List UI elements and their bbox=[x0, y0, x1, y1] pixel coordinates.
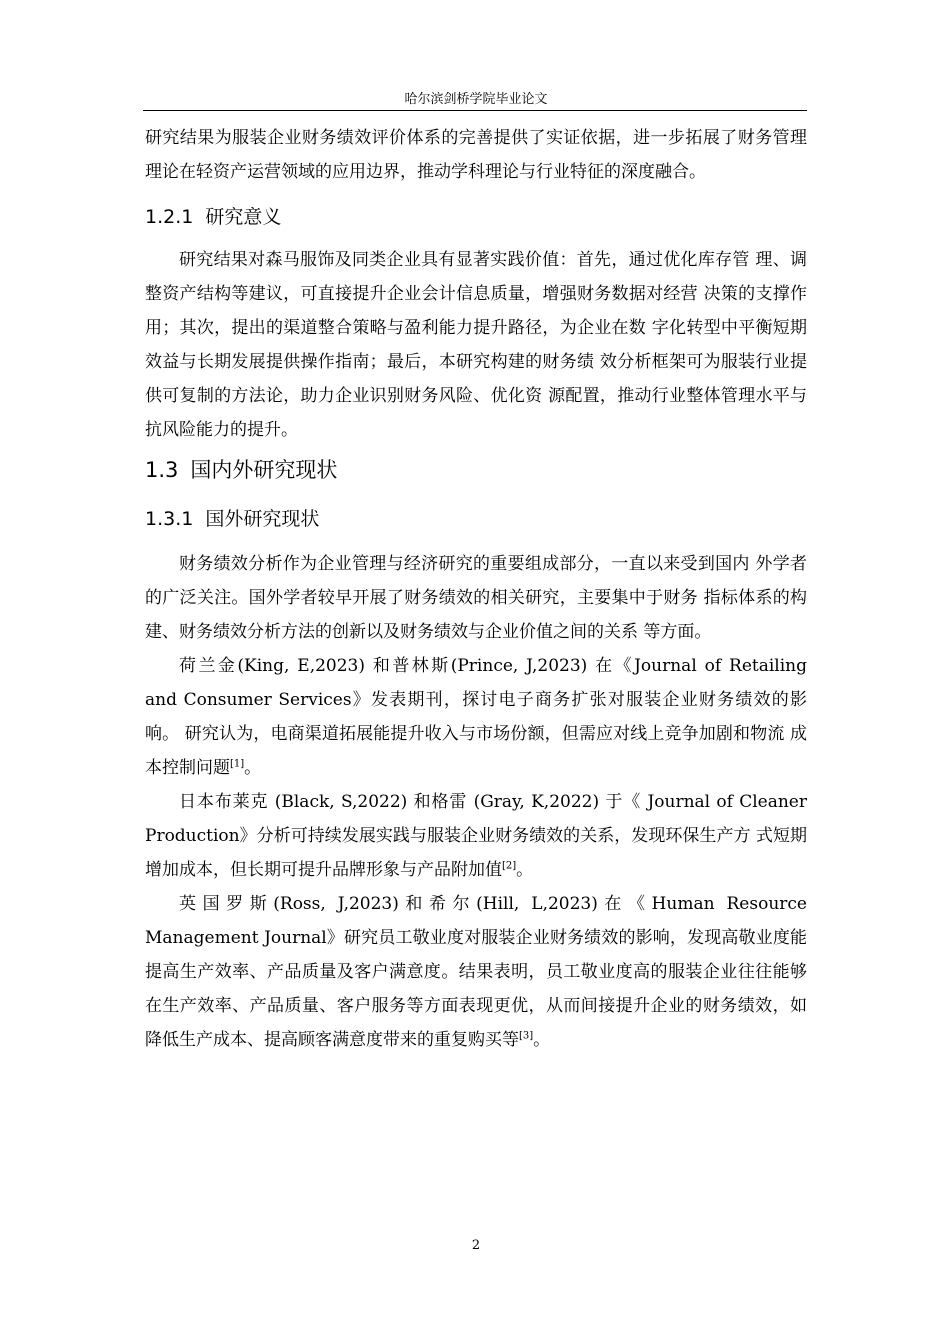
heading-number: 1.3 bbox=[145, 458, 179, 482]
paragraph-end: 。 bbox=[533, 1030, 551, 1050]
paragraph-end: 。 bbox=[516, 860, 534, 880]
paragraph-black-gray bbox=[145, 785, 807, 887]
page-number: 2 bbox=[471, 1238, 481, 1253]
heading-text: 研究意义 bbox=[205, 206, 282, 228]
citation-ref: [3] bbox=[519, 1030, 534, 1042]
heading-number: 1.2.1 bbox=[145, 206, 194, 228]
heading-1-2-1 bbox=[145, 205, 807, 229]
heading-1-3-1 bbox=[145, 507, 807, 531]
heading-1-3 bbox=[145, 457, 807, 483]
heading-text: 国内外研究现状 bbox=[190, 458, 338, 482]
citation-ref: [1] bbox=[230, 758, 245, 770]
paragraph-text: 荷兰金(King, E,2023) 和普林斯(Prince, J,2023) 在《Journal of Retailing and Consumer Services》发表期刊，探讨电子商务扩张对服装企业财务绩效的影响。 研究认为，电商渠道拓展能提升收入与市场份额，但需应对线上竞争加剧和物流 成本控制问题 bbox=[145, 656, 807, 778]
paragraph-research-significance: 研究结果对森马服饰及同类企业具有显著实践价值：首先，通过优化库存管 理、调整资产结构等建议，可直接提升企业会计信息质量，增强财务数据对经营 决策的支撑作用；其次，提出的渠道整合策略与盈利能力提升路径，为企业在数 字化转型中平衡短期效益与长期发展提供操作指南；最后，本研究构建的财务绩 效分析框架可为服装行业提供可复制的方法论，助力企业识别财务风险、优化资 源配置，推动行业整体管理水平与抗风险能力的提升。 bbox=[145, 250, 807, 440]
paragraph-text: 日本布莱克 (Black, S,2022) 和格雷 (Gray, K,2022) 于《 Journal of Cleaner Production》分析可持续发展实践与服装企业财务绩效的关系，发现环保生产方 式短期增加成本，但长期可提升品牌形象与产品附加值 bbox=[145, 792, 807, 880]
page-body bbox=[145, 121, 807, 1057]
paragraph-end: 。 bbox=[244, 758, 262, 778]
page-header: 哈尔滨剑桥学院毕业论文 bbox=[404, 92, 548, 107]
paragraph-foreign-research-overview: 财务绩效分析作为企业管理与经济研究的重要组成部分，一直以来受到国内 外学者的广泛关注。国外学者较早开展了财务绩效的相关研究，主要集中于财务 指标体系的构建、财务绩效分析方法的创新以及财务绩效与企业价值之间的关系 等方面。 bbox=[145, 554, 807, 642]
header-rule bbox=[143, 110, 807, 111]
paragraph-intro-continuation: 研究结果为服装企业财务绩效评价体系的完善提供了实证依据，进一步拓展了财务管理理论在轻资产运营领域的应用边界，推动学科理论与行业特征的深度融合。 bbox=[145, 128, 807, 182]
paragraph-ross-hill bbox=[145, 887, 807, 1057]
heading-text: 国外研究现状 bbox=[205, 508, 320, 530]
paragraph-king-prince bbox=[145, 649, 807, 785]
citation-ref: [2] bbox=[502, 860, 517, 872]
paragraph-text: 英国罗斯(Ross, J,2023)和希尔(Hill, L,2023)在《Human Resource Management Journal》研究员工敬业度对服装企业财务绩效的影响，发现高敬业度能提高生产效率、产品质量及客户满意度。结果表明，员工敬业度高的服装企业往往能够在生产效率、产品质量、客户服务等方面表现更优，从而间接提升企业的财务绩效，如降低生产成本、提高顾客满意度带来的重复购买等 bbox=[145, 894, 807, 1050]
heading-number: 1.3.1 bbox=[145, 508, 194, 530]
